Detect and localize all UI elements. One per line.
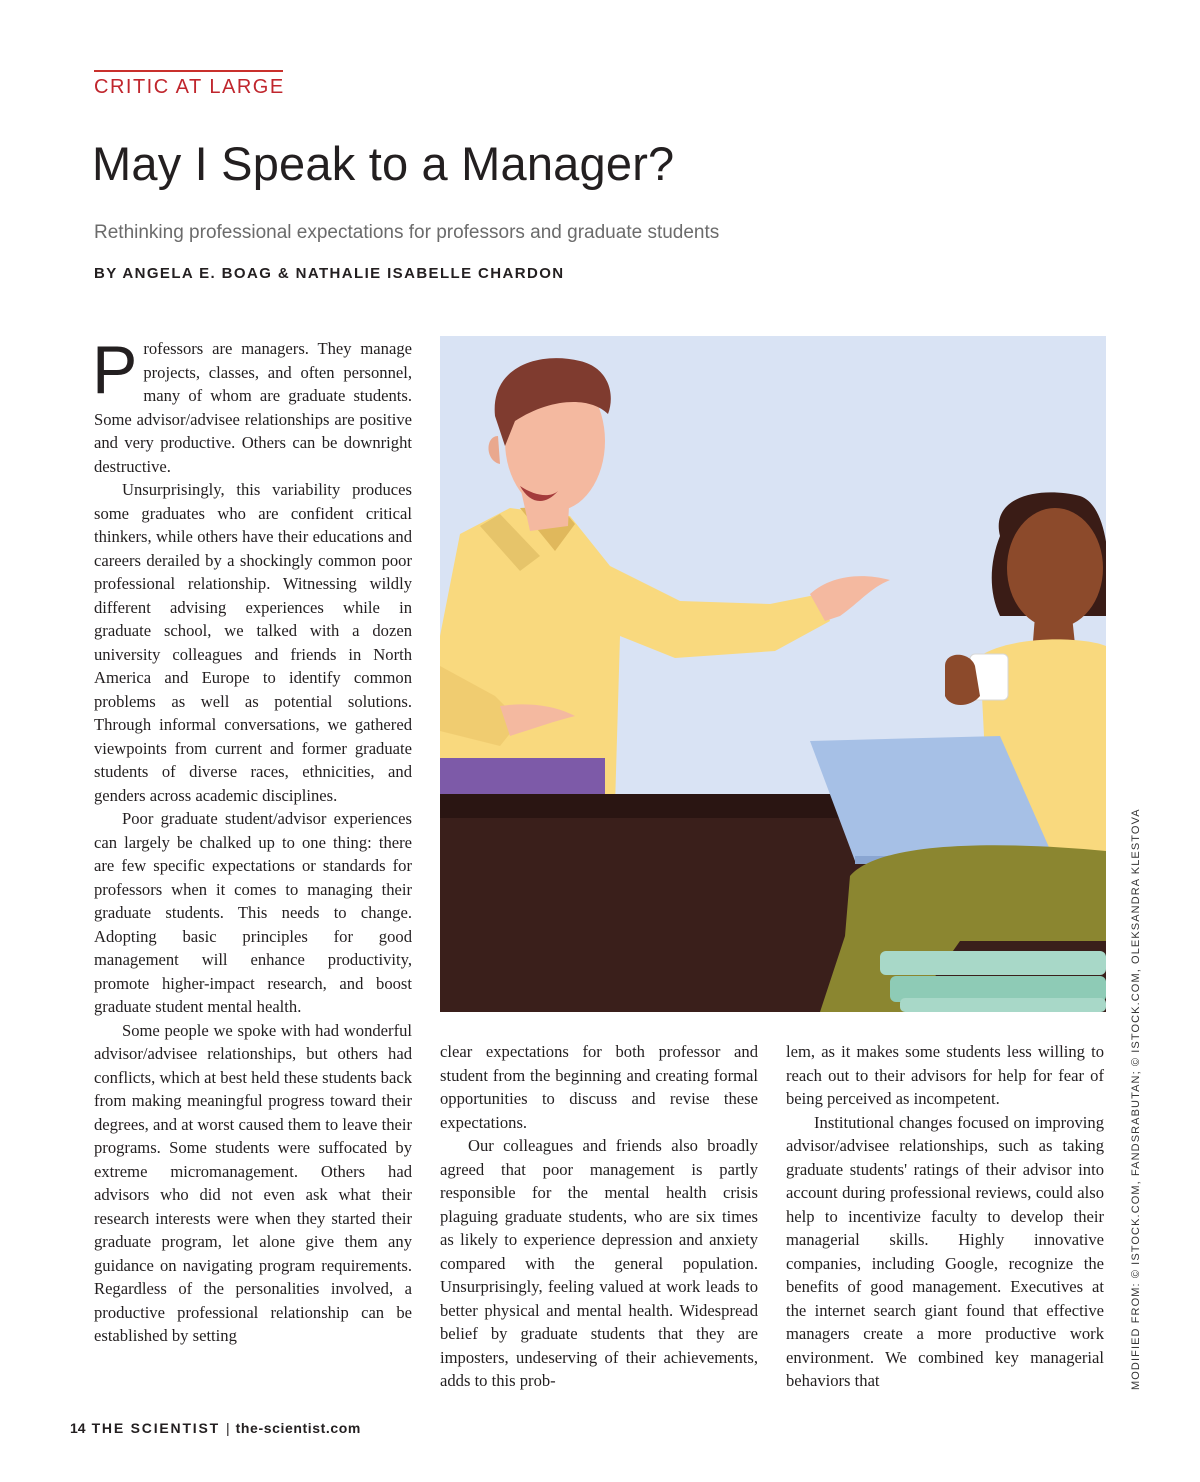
book-stack <box>880 951 1106 975</box>
paragraph: lem, as it makes some students less willing to reach out to their advisors for help for fear of being perceived as incompetent. <box>786 1042 1104 1108</box>
paragraph: Some people we spoke with had wonderful advisor/advisee relationships, but others had conflicts, which at best held these students back from making meaningful progress toward their degrees, and at worst caused them to leave their programs. Some students were suffocated by extreme micromanagement. Others had advisors who did not even ask what their research interests were when they started their graduate program, let alone give them any guidance on navigating program requirements. Regardless of the personalities involved, a productive professional relationship can be established by setting <box>94 1020 412 1345</box>
purple-seat <box>440 758 605 798</box>
article-illustration <box>440 336 1106 1012</box>
footer-separator: | <box>226 1420 230 1436</box>
section-label: CRITIC AT LARGE <box>94 76 285 98</box>
headline: May I Speak to a Manager? <box>92 137 675 190</box>
paragraph: Institutional changes focused on improving advisor/advisee relationships, such as taking graduate students' ratings of their advisor into account during professional reviews, could also help to incentivize faculty to develop their managerial skills. Highly innovative companies, including Google, recognize the benefits of good management. Executives at the internet search giant found that effective managers create a more productive work environment. We combined key managerial behaviors that <box>786 1112 1104 1390</box>
body-column-3 <box>786 1040 1104 1393</box>
body-column-1 <box>92 332 412 1348</box>
image-credit: MODIFIED FROM: © ISTOCK.COM, FANDSRABUTAN; © ISTOCK.COM, OLEKSANDRA KLESTOVA <box>1130 808 1142 1390</box>
body-column-2 <box>440 1040 758 1393</box>
page-footer <box>70 1420 361 1436</box>
paragraph-text: rofessors are managers. They manage projects, classes, and often personnel, many of whom are graduate students. Some advisor/advisee relationships are positive and very productive. Others can be downright destructive. <box>94 339 412 476</box>
byline: BY ANGELA E. BOAG & NATHALIE ISABELLE CHARDON <box>94 265 565 282</box>
paragraph: clear expectations for both professor and student from the beginning and creating formal opportunities to discuss and revise these expectations. <box>440 1042 758 1132</box>
paragraph: Our colleagues and friends also broadly agreed that poor management is partly responsible for the mental health crisis plaguing graduate students, who are six times as likely to experience depression and anxiety compared with the general population. Unsurprisingly, feeling valued at work leads to better physical and mental health. Widespread belief by graduate students that they are imposters, undeserving of their achievements, adds to this prob- <box>440 1136 758 1390</box>
section-rule <box>94 70 283 72</box>
drop-cap: P <box>92 332 138 408</box>
page-number: 14 <box>70 1420 86 1436</box>
paragraph: Poor graduate student/advisor experiences can largely be chalked up to one thing: there are few specific expectations or standards for professors when it comes to managing their graduate students. This needs to change. Adopting basic principles for good management will enhance productivity, promote higher-impact research, and boost graduate student mental health. <box>94 809 412 1016</box>
magazine-url: the-scientist.com <box>235 1420 361 1436</box>
paragraph: Unsurprisingly, this variability produces some graduates who are confident critical thinkers, while others have their educations and careers derailed by a shockingly common poor professional relationship. Witnessing wildly different advising experiences while in graduate school, we talked with a dozen university colleagues and friends in North America and Europe to identify common problems as well as potential solutions. Through informal conversations, we gathered viewpoints from current and former graduate students of diverse races, ethnicities, and genders across academic disciplines. <box>94 480 412 805</box>
paragraph <box>92 332 412 478</box>
dek: Rethinking professional expectations for professors and graduate students <box>94 222 720 243</box>
book-stack <box>900 998 1106 1012</box>
woman-face <box>1007 508 1103 628</box>
magazine-name: THE SCIENTIST <box>91 1420 220 1436</box>
